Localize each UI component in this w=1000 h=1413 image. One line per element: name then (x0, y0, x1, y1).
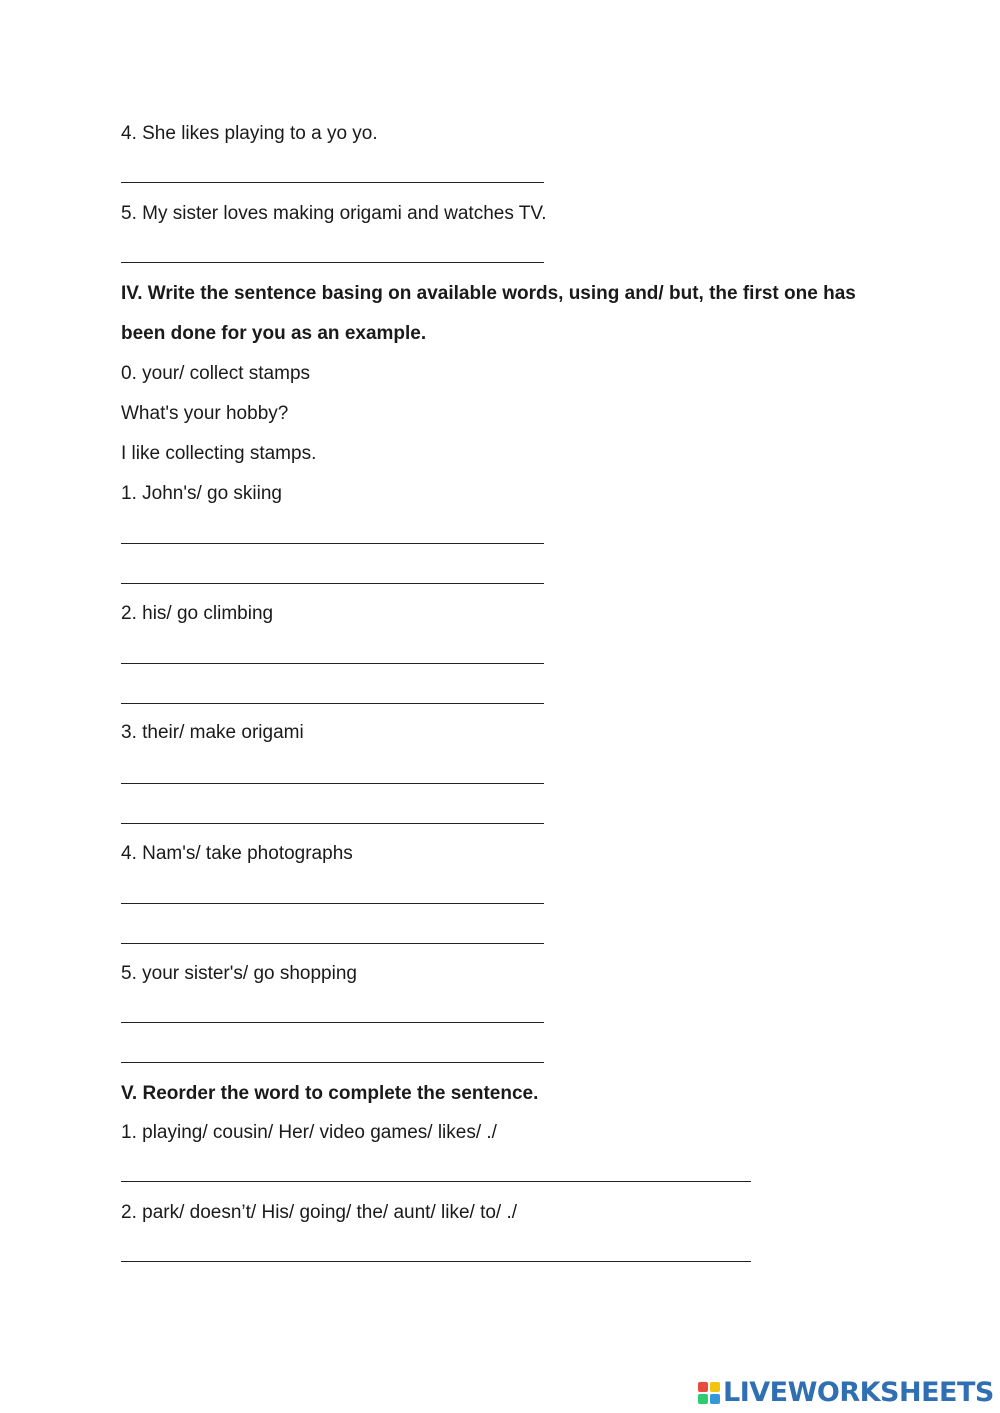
liveworksheets-logo (698, 1378, 994, 1408)
exercise-4-item-4: 4. Nam's/ take photographs (121, 843, 353, 864)
exercise-5-item-1: 1. playing/ cousin/ Her/ video games/ likes/ ./ (121, 1122, 497, 1143)
logo-square-red (698, 1382, 708, 1392)
logo-text: LIVEWORKSHEETS (723, 1377, 994, 1408)
answer-line-4-5b[interactable] (121, 1062, 544, 1063)
example-question: What's your hobby? (121, 403, 289, 424)
answer-line-4-1a[interactable] (121, 543, 544, 544)
answer-line-4-1b[interactable] (121, 583, 544, 584)
exercise-4-item-5: 5. your sister's/ go shopping (121, 963, 357, 984)
logo-squares-icon (698, 1382, 720, 1404)
exercise-4-item-1: 1. John's/ go skiing (121, 483, 282, 504)
logo-square-yellow (710, 1382, 720, 1392)
answer-line-3-5[interactable] (121, 262, 544, 263)
exercise-4-item-3: 3. their/ make origami (121, 722, 304, 743)
answer-line-4-3a[interactable] (121, 783, 544, 784)
example-answer: I like collecting stamps. (121, 443, 317, 464)
exercise-3-item-4: 4. She likes playing to a yo yo. (121, 123, 378, 144)
answer-line-4-4b[interactable] (121, 943, 544, 944)
section-5-heading: V. Reorder the word to complete the sentence. (121, 1083, 539, 1104)
answer-line-4-3b[interactable] (121, 823, 544, 824)
example-prompt: 0. your/ collect stamps (121, 363, 311, 384)
answer-line-5-1[interactable] (121, 1181, 751, 1182)
exercise-3-item-5: 5. My sister loves making origami and watches TV. (121, 203, 547, 224)
answer-line-4-5a[interactable] (121, 1022, 544, 1023)
section-4-heading-line-2: been done for you as an example. (121, 323, 427, 344)
logo-square-green (698, 1394, 708, 1404)
answer-line-5-2[interactable] (121, 1261, 751, 1262)
answer-line-4-2a[interactable] (121, 663, 544, 664)
section-4-heading-line-1: IV. Write the sentence basing on available words, using and/ but, the first one has (121, 283, 856, 304)
exercise-5-item-2: 2. park/ doesn’t/ His/ going/ the/ aunt/ like/ to/ ./ (121, 1202, 518, 1223)
exercise-4-item-2: 2. his/ go climbing (121, 603, 274, 624)
answer-line-3-4[interactable] (121, 182, 544, 183)
answer-line-4-4a[interactable] (121, 903, 544, 904)
answer-line-4-2b[interactable] (121, 703, 544, 704)
logo-square-blue (710, 1394, 720, 1404)
